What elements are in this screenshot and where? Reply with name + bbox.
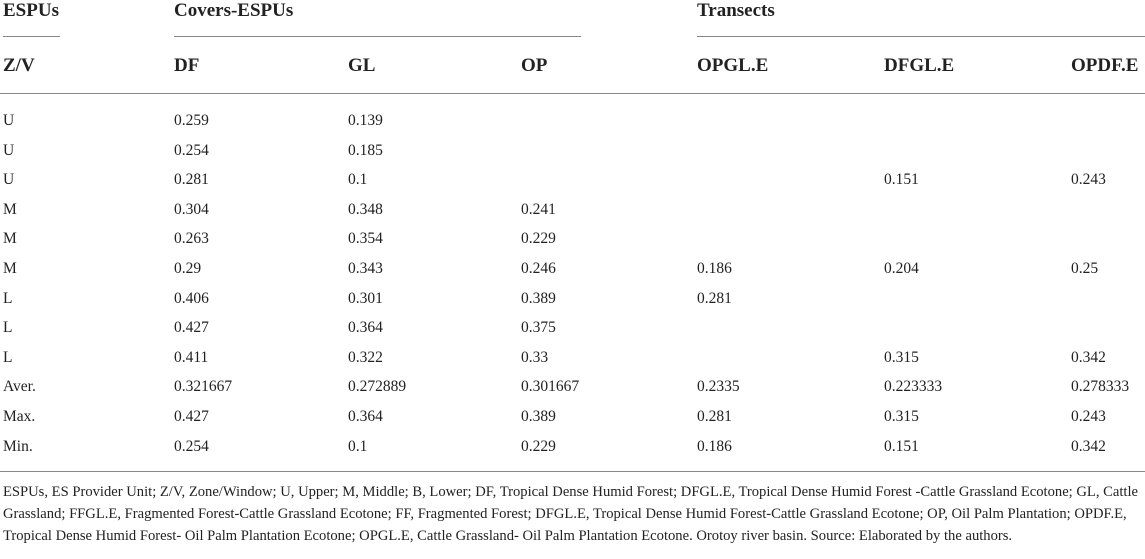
column-header-df: DF bbox=[174, 55, 200, 76]
table-cell-opdf-e: 0.25 bbox=[1071, 260, 1099, 277]
table-cell-zv: M bbox=[3, 230, 17, 247]
table-cell-df: 0.304 bbox=[174, 201, 209, 218]
table-cell-gl: 0.1 bbox=[348, 438, 368, 455]
table-cell-op: 0.389 bbox=[521, 408, 556, 425]
table-cell-df: 0.406 bbox=[174, 290, 209, 307]
table-cell-op: 0.229 bbox=[521, 438, 556, 455]
table-cell-op: 0.246 bbox=[521, 260, 556, 277]
table-cell-opgl-e: 0.281 bbox=[697, 290, 732, 307]
table-cell-dfgl-e: 0.315 bbox=[884, 408, 919, 425]
table-cell-df: 0.411 bbox=[174, 349, 209, 366]
table-cell-zv: Max. bbox=[3, 408, 36, 425]
table-cell-opdf-e: 0.342 bbox=[1071, 438, 1106, 455]
table-cell-opdf-e: 0.243 bbox=[1071, 171, 1106, 188]
group-rule-espus bbox=[3, 36, 60, 37]
table-bottom-rule bbox=[0, 471, 1145, 472]
table-cell-zv: L bbox=[3, 349, 13, 366]
column-header-gl: GL bbox=[348, 55, 376, 76]
table-cell-opgl-e: 0.2335 bbox=[697, 378, 740, 395]
column-header-opgl-e: OPGL.E bbox=[697, 55, 769, 76]
table-cell-opgl-e: 0.281 bbox=[697, 408, 732, 425]
group-header-espus: ESPUs bbox=[3, 0, 59, 21]
table-cell-gl: 0.185 bbox=[348, 142, 383, 159]
table-cell-op: 0.375 bbox=[521, 319, 556, 336]
table-cell-gl: 0.364 bbox=[348, 408, 383, 425]
table-cell-op: 0.301667 bbox=[521, 378, 580, 395]
table-cell-df: 0.29 bbox=[174, 260, 202, 277]
header-rule bbox=[0, 93, 1145, 94]
table-cell-opdf-e: 0.342 bbox=[1071, 349, 1106, 366]
table-cell-df: 0.281 bbox=[174, 171, 209, 188]
table-cell-op: 0.229 bbox=[521, 230, 556, 247]
table-cell-gl: 0.301 bbox=[348, 290, 383, 307]
table-cell-dfgl-e: 0.223333 bbox=[884, 378, 943, 395]
group-header-covers-espus: Covers-ESPUs bbox=[174, 0, 294, 21]
table-cell-opgl-e: 0.186 bbox=[697, 260, 732, 277]
table-cell-zv: U bbox=[3, 171, 15, 188]
table-cell-zv: Aver. bbox=[3, 378, 36, 395]
table-cell-df: 0.263 bbox=[174, 230, 209, 247]
table-cell-dfgl-e: 0.204 bbox=[884, 260, 919, 277]
column-header-dfgl-e: DFGL.E bbox=[884, 55, 955, 76]
table-cell-zv: M bbox=[3, 260, 17, 277]
table-cell-gl: 0.348 bbox=[348, 201, 383, 218]
table-cell-df: 0.321667 bbox=[174, 378, 233, 395]
table-cell-op: 0.389 bbox=[521, 290, 556, 307]
table-cell-df: 0.254 bbox=[174, 438, 209, 455]
table-cell-df: 0.427 bbox=[174, 319, 209, 336]
table-cell-gl: 0.364 bbox=[348, 319, 383, 336]
table-cell-gl: 0.343 bbox=[348, 260, 383, 277]
group-rule-covers-espus bbox=[174, 36, 581, 37]
table-cell-dfgl-e: 0.315 bbox=[884, 349, 919, 366]
table-cell-zv: U bbox=[3, 112, 15, 129]
table-cell-gl: 0.1 bbox=[348, 171, 368, 188]
table-cell-zv: L bbox=[3, 319, 13, 336]
table-cell-zv: M bbox=[3, 201, 17, 218]
table-cell-op: 0.241 bbox=[521, 201, 556, 218]
column-header-op: OP bbox=[521, 55, 548, 76]
table-cell-opdf-e: 0.278333 bbox=[1071, 378, 1130, 395]
column-header-opdf-e: OPDF.E bbox=[1071, 55, 1139, 76]
table-cell-op: 0.33 bbox=[521, 349, 549, 366]
table-cell-gl: 0.322 bbox=[348, 349, 383, 366]
table-cell-dfgl-e: 0.151 bbox=[884, 171, 919, 188]
table-cell-gl: 0.139 bbox=[348, 112, 383, 129]
table-cell-opgl-e: 0.186 bbox=[697, 438, 732, 455]
table-cell-dfgl-e: 0.151 bbox=[884, 438, 919, 455]
table-footnote: ESPUs, ES Provider Unit; Z/V, Zone/Window; U, Upper; M, Middle; B, Lower; DF, Tropical Dense Humid Forest; DFGL.E, Tropical Dense Humid Forest -Cattle Grassland Ecotone; GL, Cattle Grassland; FFGL.E, Fragmented Forest-Cattle Grassland Ecotone; FF, Fragmented Forest; DFGL.E, Tropical Dense Humid Forest-Cattle Grassland Ecotone; OP, Oil Palm Plantation; OPDF.E, Tropical Dense Humid Forest- Oil Palm Plantation Ecotone; OPGL.E, Cattle Grassland- Oil Palm Plantation Ecotone. Orotoy river basin. Source: Elaborated by the authors. bbox=[3, 484, 1138, 544]
column-header-zv: Z/V bbox=[3, 55, 35, 76]
table-cell-zv: U bbox=[3, 142, 15, 159]
group-header-transects: Transects bbox=[697, 0, 775, 21]
table-cell-zv: Min. bbox=[3, 438, 33, 455]
table-cell-zv: L bbox=[3, 290, 13, 307]
table-cell-df: 0.259 bbox=[174, 112, 209, 129]
table-cell-gl: 0.272889 bbox=[348, 378, 407, 395]
group-rule-transects bbox=[697, 36, 1145, 37]
table-cell-opdf-e: 0.243 bbox=[1071, 408, 1106, 425]
table-cell-gl: 0.354 bbox=[348, 230, 383, 247]
table-cell-df: 0.254 bbox=[174, 142, 209, 159]
table-cell-df: 0.427 bbox=[174, 408, 209, 425]
